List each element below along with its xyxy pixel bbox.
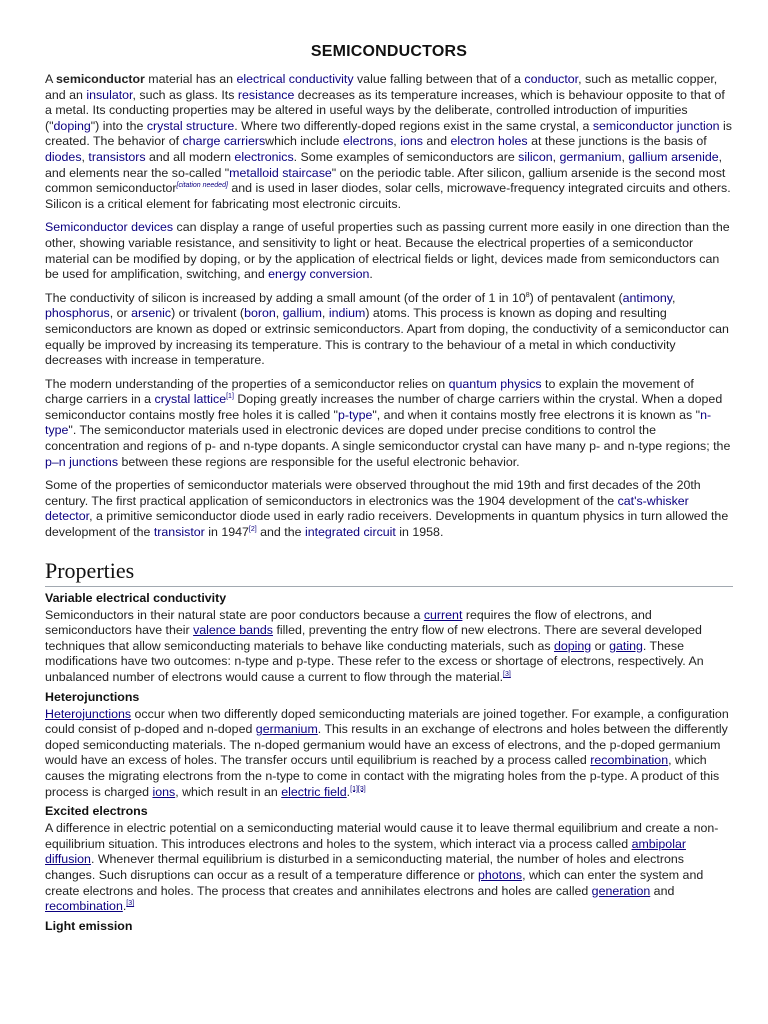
link-resistance[interactable]: resistance: [237, 87, 295, 102]
subsection-heading-variable-conductivity: Variable electrical conductivity: [45, 590, 227, 605]
link-charge-carriers[interactable]: charge carriers: [182, 134, 266, 149]
link-cats-whisker-detector[interactable]: cat's-whisker detector: [45, 493, 689, 524]
link-recombination-2[interactable]: recombination: [45, 899, 123, 914]
link-gallium[interactable]: gallium: [282, 306, 322, 321]
citation-2: [249, 526, 257, 533]
link-quantum-physics[interactable]: quantum physics: [448, 376, 542, 391]
citation-link[interactable]: [1][3]: [350, 785, 366, 793]
link-arsenic[interactable]: arsenic: [131, 306, 172, 321]
link-integrated-circuit[interactable]: integrated circuit: [304, 525, 396, 540]
link-electronics[interactable]: electronics: [234, 149, 294, 164]
citation-needed: [177, 182, 228, 189]
subsection-heading-light-emission: Light emission: [45, 918, 133, 933]
link-insulator[interactable]: insulator: [86, 87, 133, 102]
paragraph-variable-conductivity: Semiconductors in their natural state are poor conductors because a current requires the flow of electrons, and semiconductors have their valence bands filled, preventing the entry flow of new electrons. There are several developed techniques that allow semiconducting materials to behave like conducting materials, such as doping or gating. These modifications have two outcomes: n-type and p-type. These refer to the excess or shortage of electrons, respectively. An unbalanced number of electrons would cause a current to flow through the material.[3]: [45, 607, 704, 684]
link-valence-bands[interactable]: valence bands: [193, 623, 273, 638]
link-doping[interactable]: doping: [53, 118, 91, 133]
link-p-type[interactable]: p-type: [337, 407, 373, 422]
citation-3: [503, 671, 511, 678]
subsection-heading-heterojunctions: Heterojunctions: [45, 689, 140, 704]
link-semiconductor-devices[interactable]: Semiconductor devices: [45, 220, 174, 235]
paragraph-heterojunctions: Heterojunctions occur when two differently doped semiconducting materials are joined together. For example, a configuration could consist of p-doped and n-doped germanium. This results in an exchange of electrons and holes between the differently doped semiconducting materials. The n-doped germanium would have an excess of electrons, and the p-doped germanium would have an excess of holes. The transfer occurs until equilibrium is reached by a process called recombination, which causes the migrating electrons from the n-type to come in contact with the migrating holes from the p-type. A product of this process is charged ions, which result in an electric field.[1][3]: [45, 706, 729, 799]
link-electrons[interactable]: electrons: [343, 134, 394, 149]
citation-1-3: [350, 785, 366, 792]
link-pn-junctions[interactable]: p–n junctions: [45, 454, 119, 469]
intro-paragraph-5: Some of the properties of semiconductor materials were observed throughout the mid 19th and first decades of the 20th century. The first practical application of semiconductors in electronics was the 1904 development of the cat's-whisker detector, a primitive semiconductor diode used in early radio receivers. Developments in quantum physics in turn allowed the development of the transistor in 1947[2] and the integrated circuit in 1958.: [45, 478, 729, 540]
link-doping-2[interactable]: doping: [553, 638, 592, 653]
article: [45, 0, 733, 934]
link-ions-2[interactable]: ions: [152, 784, 176, 799]
page-title: SEMICONDUCTORS: [310, 43, 468, 60]
exponent: 8: [525, 291, 530, 299]
link-diodes[interactable]: diodes: [45, 149, 82, 164]
link-transistor[interactable]: transistor: [153, 525, 205, 540]
link-phosphorus[interactable]: phosphorus: [45, 306, 110, 321]
link-n-type[interactable]: n-type: [45, 407, 712, 438]
paragraph-excited-electrons: A difference in electric potential on a semiconducting material would cause it to leave thermal equilibrium and create a non-equilibrium situation. This introduces electrons and holes to the system, which interact via a process called ambipolar diffusion. Whenever thermal equilibrium is disturbed in a semiconducting material, the number of holes and electrons changes. Such disruptions can occur as a result of a temperature difference or photons, which can enter the system and create electrons and holes. The process that creates and annihilates electrons and holes are called generation and recombination.[3]: [45, 821, 719, 914]
intro-paragraph-4: The modern understanding of the properties of a semiconductor relies on quantum physics to explain the movement of charge carriers in a crystal lattice[1] Doping greatly increases the number of charge carriers within the crystal. When a doped semiconductor contains mostly free holes it is called "p-type", and when it contains mostly free electrons it is known as "n-type". The semiconductor materials used in electronic devices are doped under precise conditions to control the concentration and regions of p- and n-type dopants. A single semiconductor crystal can have many p- and n-type regions; the p–n junctions between these regions are responsible for the useful electronic behavior.: [45, 376, 731, 469]
citation-link[interactable]: [2]: [248, 525, 257, 533]
link-silicon[interactable]: silicon: [518, 149, 553, 164]
link-gating[interactable]: gating: [609, 638, 643, 653]
link-ambipolar-diffusion[interactable]: ambipolar diffusion: [45, 836, 686, 867]
intro-paragraph-2: Semiconductor devices can display a range of useful properties such as passing current more easily in one direction than the other, showing variable resistance, and sensitivity to light or heat. Because the electrical properties of a semiconductor material can be modified by doping, or by the application of electrical fields or light, devices made from semiconductors can be used for amplification, switching, and energy conversion.: [45, 220, 730, 282]
link-germanium-2[interactable]: germanium: [255, 722, 318, 737]
link-conductor[interactable]: conductor: [524, 72, 579, 86]
citation-link[interactable]: [1]: [226, 393, 234, 401]
citation-3b: [126, 900, 134, 907]
intro-paragraph-1: A semiconductor material has an electrical conductivity value falling between that of a conductor, such as metallic copper, and an insulator, such as glass. Its resistance decreases as its temperature increases, which is behaviour opposite to that of a metal. Its conducting properties may be altered in useful ways by the deliberate, controlled introduction of impurities ("doping") into the crystal structure. Where two differently-doped regions exist in the same crystal, a semiconductor junction is created. The behavior of charge carrierswhich include electrons, ions and electron holes at these junctions is the basis of diodes, transistors and all modern electronics. Some examples of semiconductors are silicon, germanium, gallium arsenide, and elements near the so-called "metalloid staircase" on the periodic table. After silicon, gallium arsenide is the second most common semiconductor[citation needed] and is used in laser diodes, solar cells, microwave-frequency integrated circuits and others. Silicon is a critical element for fabricating most electronic circuits.: [45, 72, 732, 211]
citation-link[interactable]: [3]: [126, 900, 135, 907]
link-heterojunctions[interactable]: Heterojunctions: [45, 706, 132, 721]
citation-1: [226, 393, 234, 400]
link-transistors[interactable]: transistors: [88, 149, 146, 164]
link-boron[interactable]: boron: [244, 306, 276, 321]
link-semiconductor-junction[interactable]: semiconductor junction: [592, 118, 720, 133]
link-crystal-lattice[interactable]: crystal lattice: [154, 392, 227, 407]
link-recombination[interactable]: recombination: [590, 753, 669, 768]
link-photons[interactable]: photons: [478, 867, 523, 882]
link-electric-field[interactable]: electric field: [281, 784, 347, 799]
link-germanium[interactable]: germanium: [559, 149, 622, 164]
link-generation[interactable]: generation: [591, 883, 651, 898]
link-current[interactable]: current: [423, 607, 463, 622]
link-metalloid-staircase[interactable]: metalloid staircase: [229, 165, 332, 180]
section-heading-properties: Properties: [45, 557, 733, 587]
citation-needed-link[interactable]: [citation needed]: [176, 182, 228, 190]
subsection-heading-excited-electrons: Excited electrons: [45, 804, 148, 819]
link-energy-conversion[interactable]: energy conversion: [268, 267, 370, 282]
link-electrical-conductivity[interactable]: electrical conductivity: [236, 72, 354, 86]
link-electron-holes[interactable]: electron holes: [450, 134, 528, 149]
link-indium[interactable]: indium: [328, 306, 366, 321]
link-crystal-structure[interactable]: crystal structure: [146, 118, 235, 133]
link-ions[interactable]: ions: [400, 134, 423, 149]
link-antimony[interactable]: antimony: [622, 290, 672, 305]
intro-paragraph-3: The conductivity of silicon is increased by adding a small amount (of the order of 1 in $10^8$) of pentavalent (antimony, phosphorus, or arsenic) or trivalent (boron, gallium, indium) atoms. This process is known as doping and resulting semiconductors are known as doped or extrinsic semiconductors. Apart from doping, the conductivity of a semiconductor can equally be improved by increasing its temperature. This is contrary to the behaviour of a metal in which conductivity decreases with increase in temperature.: [45, 290, 729, 368]
term-semiconductor: semiconductor: [56, 72, 145, 86]
citation-link[interactable]: [3]: [503, 670, 511, 678]
link-gallium-arsenide[interactable]: gallium arsenide: [628, 149, 719, 164]
